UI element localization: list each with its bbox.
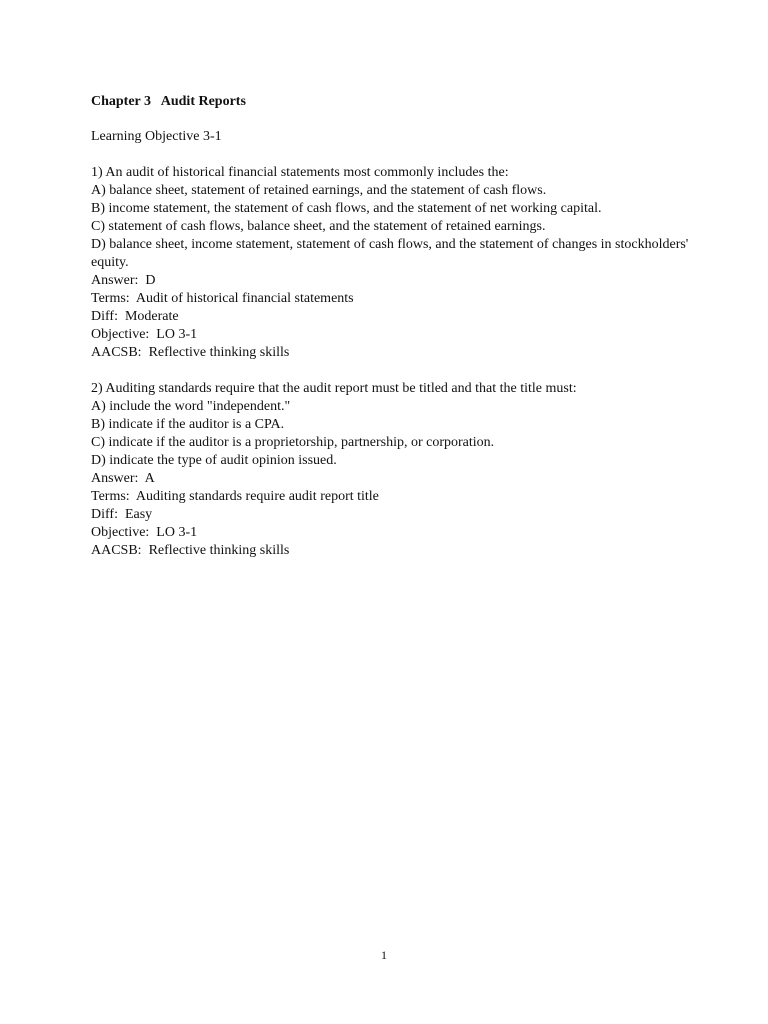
answer-option-d: D) balance sheet, income statement, statement of cash flows, and the statement of changes in stockholders' equity. xyxy=(91,237,692,270)
objective-line: Objective: LO 3-1 xyxy=(91,525,198,540)
answer-option-b: B) income statement, the statement of cash flows, and the statement of net working capital. xyxy=(91,201,602,216)
answer-option-c: C) statement of cash flows, balance sheet, and the statement of retained earnings. xyxy=(91,219,546,234)
page-number: 1 xyxy=(381,948,387,962)
answer-option-a: A) balance sheet, statement of retained earnings, and the statement of cash flows. xyxy=(91,183,547,198)
objective-line: Objective: LO 3-1 xyxy=(91,327,198,342)
answer-option-d: D) indicate the type of audit opinion issued. xyxy=(91,453,337,468)
question-stem: 2) Auditing standards require that the audit report must be titled and that the title must: xyxy=(91,381,577,396)
question-1 xyxy=(91,164,691,362)
terms-line: Terms: Audit of historical financial statements xyxy=(91,291,354,306)
difficulty-line: Diff: Moderate xyxy=(91,309,179,324)
chapter-title: Chapter 3 Audit Reports xyxy=(91,94,246,109)
question-stem: 1) An audit of historical financial statements most commonly includes the: xyxy=(91,165,509,180)
aacsb-line: AACSB: Reflective thinking skills xyxy=(91,345,290,360)
difficulty-line: Diff: Easy xyxy=(91,507,153,522)
terms-line: Terms: Auditing standards require audit report title xyxy=(91,489,379,504)
answer-option-b: B) indicate if the auditor is a CPA. xyxy=(91,417,285,432)
aacsb-line: AACSB: Reflective thinking skills xyxy=(91,543,290,558)
answer-line: Answer: D xyxy=(91,273,156,288)
answer-option-a: A) include the word "independent." xyxy=(91,399,291,414)
learning-objective-heading: Learning Objective 3-1 xyxy=(91,129,222,144)
question-2 xyxy=(91,380,691,560)
answer-line: Answer: A xyxy=(91,471,155,486)
page-content xyxy=(91,93,691,578)
answer-option-c: C) indicate if the auditor is a proprietorship, partnership, or corporation. xyxy=(91,435,495,450)
